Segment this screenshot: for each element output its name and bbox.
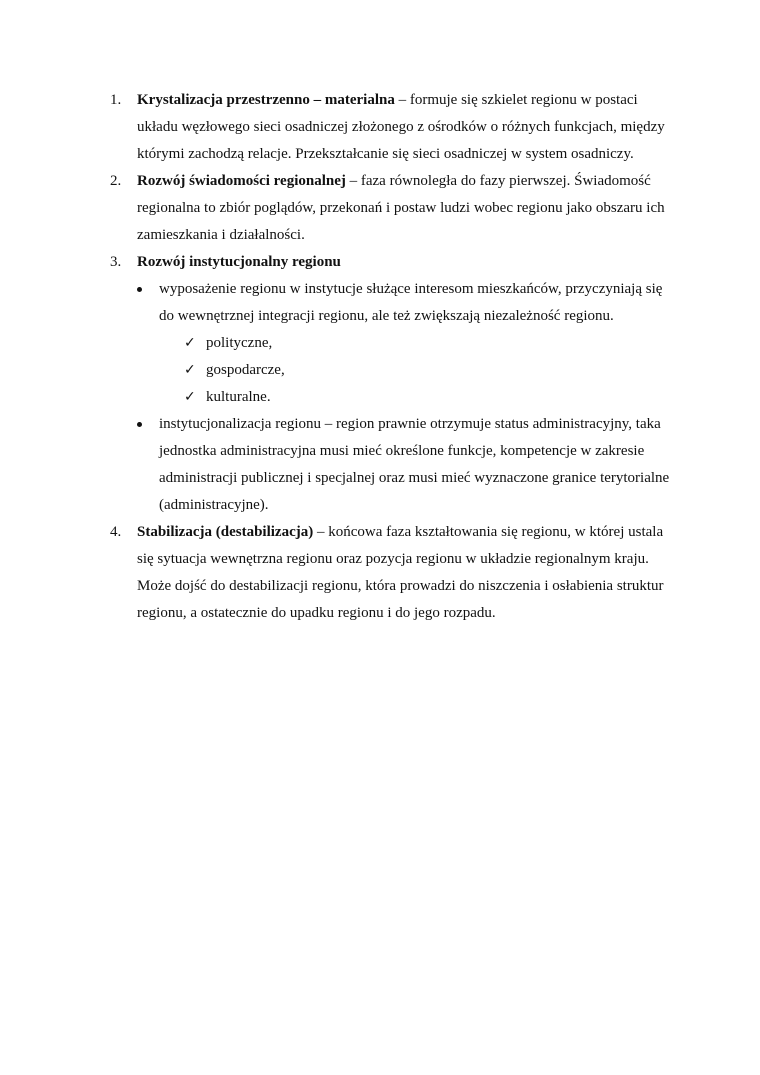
bullet-dot-icon bbox=[137, 287, 142, 292]
list-item-number: 3. bbox=[110, 254, 122, 270]
list-item-number: 1. bbox=[110, 92, 122, 108]
bullet-item-2 bbox=[137, 411, 670, 519]
list-item-2 bbox=[110, 168, 670, 249]
list-item-title: Rozwój instytucjonalny regionu bbox=[137, 254, 341, 270]
check-icon: ✓ bbox=[184, 362, 196, 378]
check-text: polityczne, bbox=[206, 335, 273, 351]
bullet-text: wyposażenie regionu w instytucje służące interesom mieszkańców, przyczyniają się do wewnętrznej integracji regionu, ale też zwiększają niezależność regionu. bbox=[159, 281, 663, 324]
list-item-1 bbox=[110, 87, 670, 168]
list-item-number: 2. bbox=[110, 173, 122, 189]
check-item-1 bbox=[184, 330, 670, 357]
list-item-4 bbox=[110, 519, 670, 627]
list-item-title: Krystalizacja przestrzenno – materialna bbox=[137, 92, 395, 108]
list-item-title: Stabilizacja (destabilizacja) bbox=[137, 524, 314, 540]
list-item-number: 4. bbox=[110, 524, 122, 540]
check-text: kulturalne. bbox=[206, 389, 271, 405]
list-item-text: – formuje się szkielet regionu w postaci układu węzłowego sieci osadniczej złożonego z ośrodków o różnych funkcjach, między którymi zachodzą relacje. Przekształcanie się sieci osadniczej w system osadniczy. bbox=[137, 92, 665, 162]
check-icon: ✓ bbox=[184, 335, 196, 351]
bullet-list bbox=[137, 276, 670, 519]
bullet-dot-icon bbox=[137, 422, 142, 427]
check-item-3 bbox=[184, 384, 670, 411]
list-item-title: Rozwój świadomości regionalnej bbox=[137, 173, 346, 189]
check-icon: ✓ bbox=[184, 389, 196, 405]
list-item-3 bbox=[110, 249, 670, 519]
bullet-item-1 bbox=[137, 276, 670, 411]
bullet-text: instytucjonalizacja regionu – region prawnie otrzymuje status administracyjny, taka jednostka administracyjna musi mieć określone funkcje, kompetencje w zakresie administracji publicznej i specjalnej oraz musi mieć wyznaczone granice terytorialne (administracyjne). bbox=[159, 416, 670, 513]
document-content bbox=[110, 87, 670, 627]
check-item-2 bbox=[184, 357, 670, 384]
check-list bbox=[159, 330, 670, 411]
check-text: gospodarcze, bbox=[206, 362, 285, 378]
list-item-text: – faza równoległa do fazy pierwszej. Świadomość regionalna to zbiór poglądów, przekonań i postaw ludzi wobec regionu jako obszaru ich zamieszkania i działalności. bbox=[137, 173, 665, 243]
list-item-text: – końcowa faza kształtowania się regionu, w której ustala się sytuacja wewnętrzna regionu oraz pozycja regionu w układzie regionalnym kraju. Może dojść do destabilizacji regionu, która prowadzi do niszczenia i osłabienia struktur regionu, a ostatecznie do upadku regionu i do jego rozpadu. bbox=[137, 524, 664, 621]
